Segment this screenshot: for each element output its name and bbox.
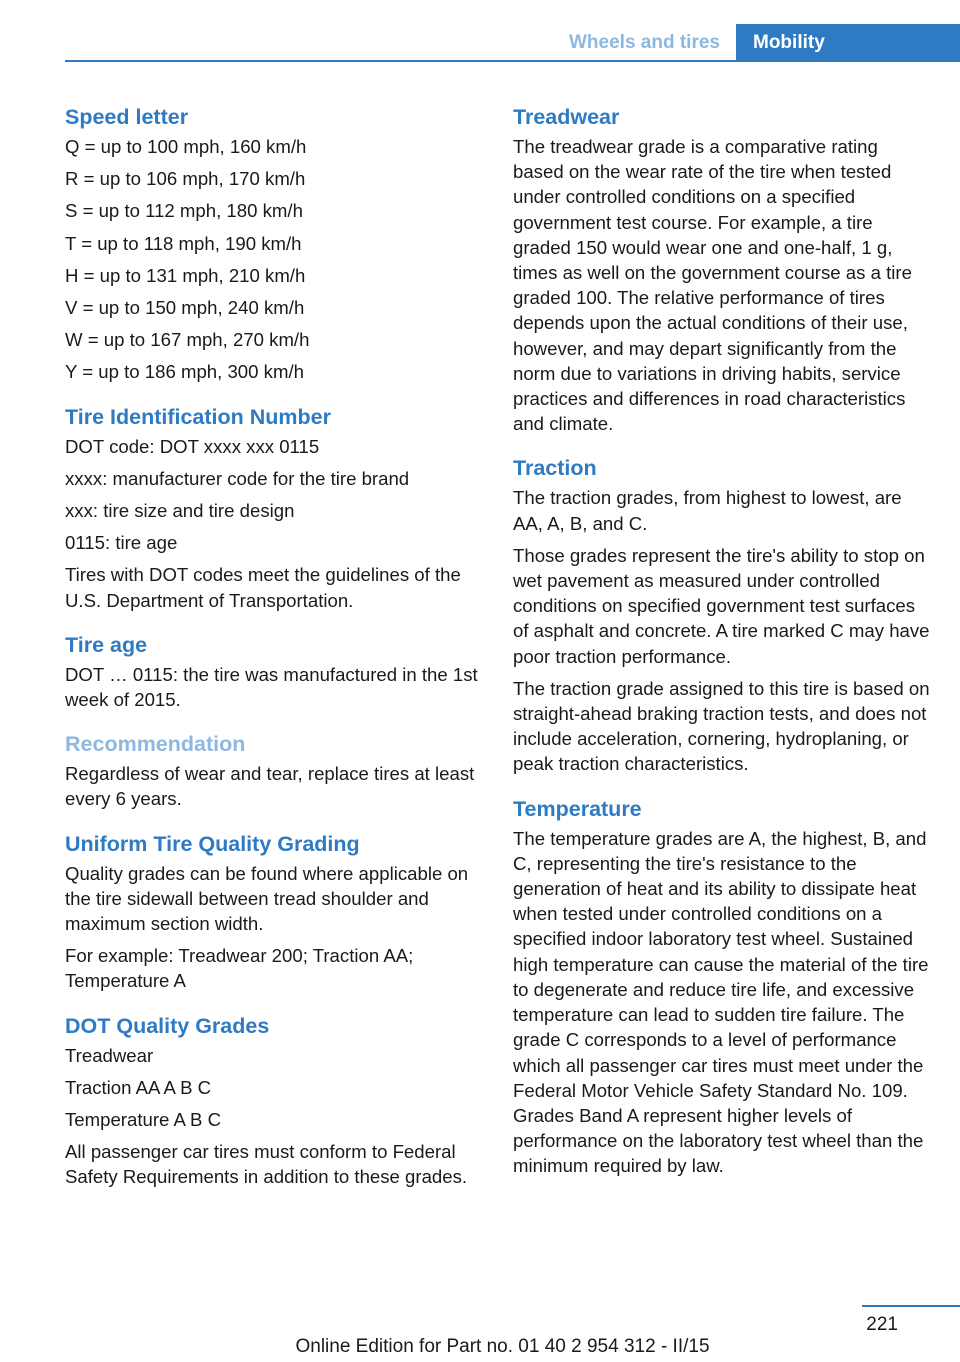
section-tire-identification-number bbox=[65, 402, 483, 613]
paragraph: xxxx: manufacturer code for the tire brand bbox=[65, 467, 410, 489]
heading-uniform-tire-quality-grading: Uniform Tire Quality Grading bbox=[65, 831, 360, 856]
paragraph: Quality grades can be found where applicable on the tire sidewall between tread shoulder and maximum section width. bbox=[65, 862, 469, 935]
paragraph: The traction grades, from highest to lowest, are AA, A, B, and C. bbox=[513, 487, 902, 534]
header-rule bbox=[65, 60, 960, 62]
paragraph: W = up to 167 mph, 270 km/h bbox=[65, 329, 310, 351]
heading-recommendation: Recommendation bbox=[65, 732, 246, 757]
paragraph: S = up to 112 mph, 180 km/h bbox=[65, 200, 303, 222]
paragraph: H = up to 131 mph, 210 km/h bbox=[65, 264, 306, 286]
heading-speed-letter: Speed letter bbox=[65, 105, 189, 129]
paragraph: All passenger car tires must conform to Federal Safety Requirements in addition to these grades. bbox=[65, 1141, 468, 1188]
paragraph: For example: Treadwear 200; Traction AA; Temperature A bbox=[65, 945, 414, 992]
right-column bbox=[513, 102, 933, 1179]
paragraph: V = up to 150 mph, 240 km/h bbox=[65, 297, 305, 319]
paragraph: 0115: tire age bbox=[65, 532, 178, 554]
paragraph: The treadwear grade is a comparative rating based on the wear rate of the tire when tested under controlled conditions on a specified government test course. For example, a tire graded 150 would wear one and one-half, 1 g, times as well on the government course as a tire graded 100. The relative performance of tires depends upon the actual conditions of their use, however, and may depart significantly from the norm due to variations in driving habits, service practices and differences in road characteristics and climate. bbox=[513, 136, 912, 435]
page-header bbox=[0, 0, 960, 62]
section-tire-age bbox=[65, 630, 483, 712]
page-number: 221 bbox=[866, 1314, 898, 1335]
paragraph: Tires with DOT codes meet the guidelines of the U.S. Department of Transportation. bbox=[65, 564, 461, 611]
heading-treadwear: Treadwear bbox=[513, 105, 620, 129]
paragraph: DOT … 0115: the tire was manufactured in the 1st week of 2015. bbox=[65, 663, 478, 711]
section-traction bbox=[513, 453, 933, 776]
paragraph: DOT code: DOT xxxx xxx 0115 bbox=[65, 435, 320, 457]
paragraph: Treadwear bbox=[65, 1044, 154, 1066]
heading-temperature: Temperature bbox=[513, 796, 642, 821]
paragraph: Temperature A B C bbox=[65, 1109, 222, 1131]
header-chapter-tab: Mobility bbox=[736, 24, 960, 62]
paragraph: Regardless of wear and tear, replace tires at least every 6 years. bbox=[65, 763, 475, 810]
left-column bbox=[65, 102, 483, 1190]
paragraph: R = up to 106 mph, 170 km/h bbox=[65, 168, 306, 190]
paragraph: T = up to 118 mph, 190 km/h bbox=[65, 232, 302, 254]
header-section-title: Wheels and tires bbox=[569, 32, 720, 53]
section-speed-letter bbox=[65, 102, 483, 385]
heading-dot-quality-grades: DOT Quality Grades bbox=[65, 1013, 270, 1038]
section-dot-quality-grades bbox=[65, 1011, 483, 1190]
paragraph: xxx: tire size and tire design bbox=[65, 500, 295, 522]
section-uniform-tire-quality-grading bbox=[65, 829, 483, 994]
section-recommendation bbox=[65, 729, 483, 811]
section-temperature bbox=[513, 794, 933, 1179]
paragraph: Q = up to 100 mph, 160 km/h bbox=[65, 136, 307, 157]
section-treadwear bbox=[513, 102, 933, 436]
heading-tire-identification-number: Tire Identification Number bbox=[65, 404, 331, 429]
paragraph: Those grades represent the tire's ability to stop on wet pavement as measured under controlled conditions on specified government test surfaces of asphalt and concrete. A tire marked C may have poor traction performance. bbox=[513, 544, 930, 667]
edition-note: Online Edition for Part no. 01 40 2 954 312 - II/15 bbox=[295, 1336, 710, 1357]
heading-tire-age: Tire age bbox=[65, 632, 148, 657]
paragraph: Traction AA A B C bbox=[65, 1076, 212, 1098]
paragraph: The temperature grades are A, the highest, B, and C, representing the tire's resistance to the generation of heat and its ability to dissipate heat when tested under controlled conditions on a specified indoor laboratory test wheel. Sustained high temperature can cause the material of the tire to degenerate and reduce tire life, and excessive temperature can lead to sudden tire failure. The grade C corresponds to a level of performance which all passenger car tires must meet under the Federal Motor Vehicle Safety Standard No. 109. Grades Band A represent higher levels of performance on the laboratory test wheel than the minimum required by law. bbox=[513, 827, 929, 1177]
heading-traction: Traction bbox=[513, 456, 597, 481]
paragraph: Y = up to 186 mph, 300 km/h bbox=[65, 361, 304, 383]
paragraph: The traction grade assigned to this tire is based on straight-ahead braking traction tests, and does not include acceleration, cornering, hydroplaning, or peak traction characteristics. bbox=[513, 677, 930, 775]
footer-rule bbox=[862, 1305, 960, 1307]
